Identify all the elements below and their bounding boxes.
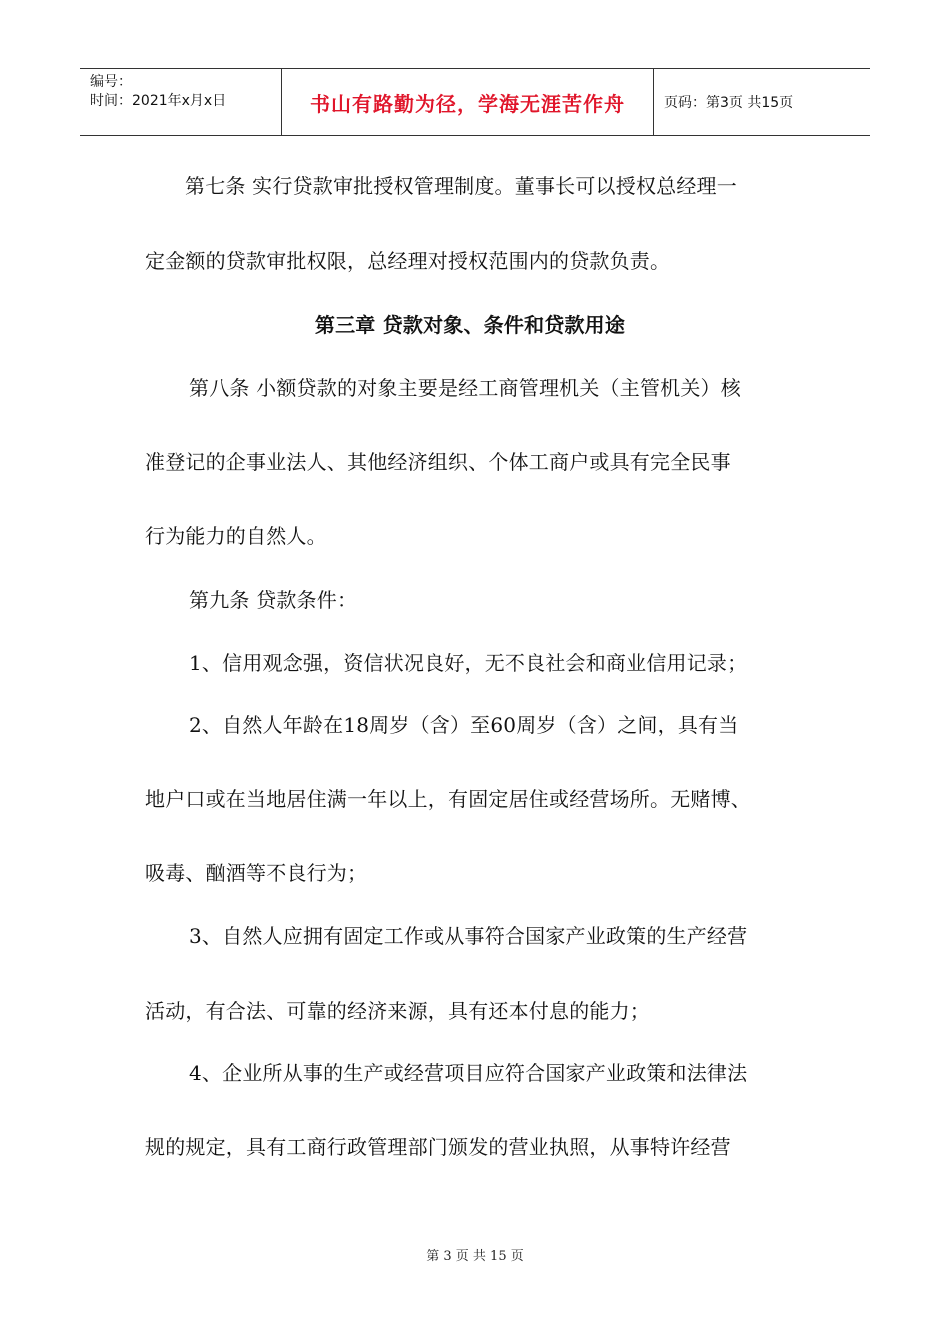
condition-4-line-2: 规的规定，具有工商行政管理部门颁发的营业执照，从事特许经营 xyxy=(145,1135,731,1159)
condition-1: 1、信用观念强，资信状况良好，无不良社会和商业信用记录； xyxy=(189,651,748,675)
condition-2-line-2: 地户口或在当地居住满一年以上，有固定居住或经营场所。无赌博、 xyxy=(145,787,751,811)
condition-3-line-2: 活动，有合法、可靠的经济来源，具有还本付息的能力； xyxy=(145,999,650,1023)
date-label: 时间：2021年x月x日 xyxy=(90,93,227,109)
condition-4-line-1: 4、企业所从事的生产或经营项目应符合国家产业政策和法律法 xyxy=(189,1061,748,1085)
condition-2-line-1: 2、自然人年龄在18周岁（含）至60周岁（含）之间，具有当 xyxy=(189,713,739,737)
condition-2-line-3: 吸毒、酗酒等不良行为； xyxy=(145,861,368,885)
article-8-line-1: 第八条 小额贷款的对象主要是经工商管理机关（主管机关）核 xyxy=(189,376,741,400)
header-motto: 书山有路勤为径，学海无涯苦作舟 xyxy=(282,69,654,135)
condition-3-line-1: 3、自然人应拥有固定工作或从事符合国家产业政策的生产经营 xyxy=(189,924,748,948)
article-9-title: 第九条 贷款条件： xyxy=(189,588,358,612)
header-page-info: 页码：第3页 共15页 xyxy=(664,95,794,111)
number-label: 编号： xyxy=(90,74,132,90)
article-7-line-2: 定金额的贷款审批权限，总经理对授权范围内的贷款负责。 xyxy=(145,249,671,273)
header-meta xyxy=(80,69,282,135)
page-footer: 第 3 页 共 15 页 xyxy=(426,1249,524,1264)
header-table xyxy=(80,68,870,136)
article-8-line-2: 准登记的企事业法人、其他经济组织、个体工商户或具有完全民事 xyxy=(145,450,731,474)
chapter-3-heading: 第三章 贷款对象、条件和贷款用途 xyxy=(314,313,626,337)
article-8-line-3: 行为能力的自然人。 xyxy=(145,524,327,548)
article-7-line-1: 第七条 实行贷款审批授权管理制度。董事长可以授权总经理一 xyxy=(185,174,737,198)
